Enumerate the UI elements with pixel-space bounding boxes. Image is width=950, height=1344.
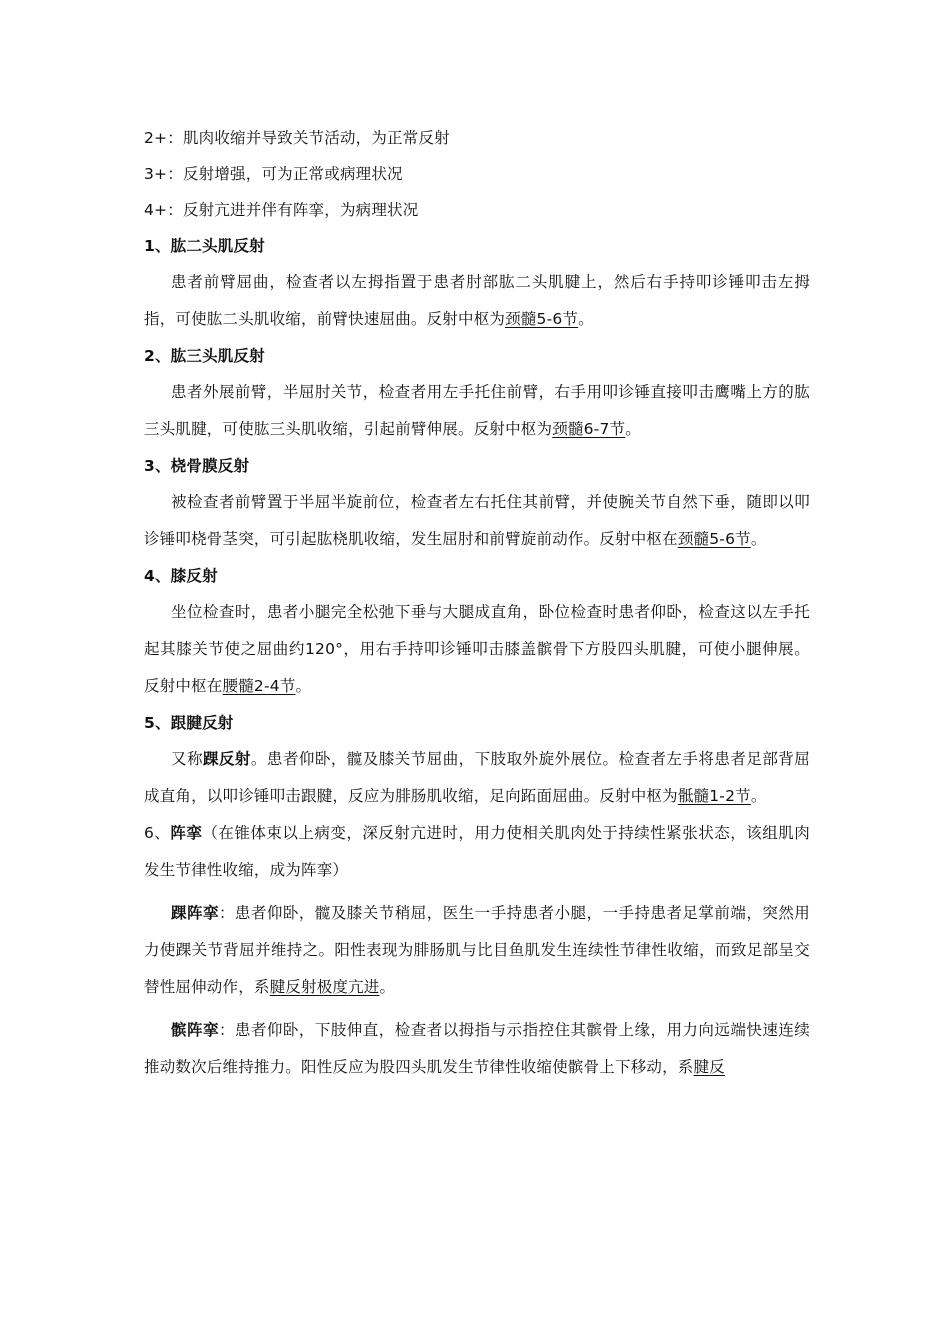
ankle-clonus-label: 踝阵挛: [171, 904, 219, 922]
clonus-title: 阵挛: [170, 824, 203, 842]
knee-reflex-end: 。: [295, 677, 312, 695]
biceps-reflex-paragraph: [144, 264, 810, 338]
grade-4-line: 4+：反射亢进并伴有阵挛，为病理状况: [144, 201, 419, 219]
knee-reflex-paragraph: [144, 594, 810, 705]
ankle-clonus-paragraph: [144, 895, 810, 1006]
patellar-clonus-text: ：患者仰卧，下肢伸直，检查者以拇指与示指控住其髌骨上缘，用力向远端快速连续推动数次后维持推力。阳性反应为股四头肌发生节律性收缩使髌骨上下移动，系: [144, 1021, 810, 1076]
triceps-reflex-end: 。: [625, 420, 641, 438]
radial-periosteal-reflex-paragraph: [144, 484, 810, 558]
knee-reflex-text: 坐位检查时，患者小腿完全松弛下垂与大腿成直角，卧位检查时患者仰卧，检查这以左手托起其膝关节使之屈曲约120°，用右手持叩诊锤叩击膝盖髌骨下方股四头肌腱，可使小腿伸展。反射中枢在: [144, 603, 810, 695]
biceps-reflex-end: 。: [578, 310, 594, 328]
knee-reflex-heading: 4、膝反射: [144, 567, 218, 585]
radial-periosteal-reflex-text: 被检查者前臂置于半屈半旋前位，检查者左右托住其前臂，并使腕关节自然下垂，随即以叩诊锤叩桡骨茎突，可引起肱桡肌收缩，发生屈肘和前臂旋前动作。反射中枢在: [144, 493, 810, 548]
ankle-clonus-link: 腱反射极度亢进: [269, 978, 380, 996]
triceps-reflex-text: 患者外展前臂，半屈肘关节，检查者用左手托住前臂，右手用叩诊锤直接叩击鹰嘴上方的肱三头肌腱，可使肱三头肌收缩，引起前臂伸展。反射中枢为: [144, 383, 810, 438]
triceps-reflex-center: 颈髓6-7节: [552, 420, 626, 438]
clonus-heading-paragraph: [144, 815, 810, 889]
radial-periosteal-reflex-center: 颈髓5-6节: [677, 530, 751, 548]
achilles-reflex-heading: 5、跟腱反射: [144, 714, 234, 732]
patellar-clonus-label: 髌阵挛: [171, 1021, 219, 1039]
grade-2-line: 2+：肌肉收缩并导致关节活动，为正常反射: [144, 129, 450, 147]
triceps-reflex-paragraph: [144, 374, 810, 448]
achilles-reflex-center: 骶髓1-2节: [677, 787, 751, 805]
radial-periosteal-reflex-heading: 3、桡骨膜反射: [144, 457, 250, 475]
ankle-clonus-end: 。: [379, 978, 396, 996]
achilles-reflex-text: 。患者仰卧，髋及膝关节屈曲，下肢取外旋外展位。检查者左手将患者足部背屈成直角，以叩诊锤叩击跟腱，反应为腓肠肌收缩，足向跖面屈曲。反射中枢为: [144, 750, 810, 805]
achilles-prefix: 又称: [171, 750, 203, 768]
patellar-clonus-link: 腱反: [693, 1058, 725, 1076]
clonus-number: 6、: [144, 824, 171, 842]
knee-reflex-center: 腰髓2-4节: [222, 677, 296, 695]
ankle-reflex-alias: 踝反射: [202, 750, 251, 768]
biceps-reflex-text: 患者前臂屈曲，检查者以左拇指置于患者肘部肱二头肌腱上，然后右手持叩诊锤叩击左拇指，可使肱二头肌收缩，前臂快速屈曲。反射中枢为: [144, 273, 810, 328]
triceps-reflex-heading: 2、肱三头肌反射: [144, 347, 265, 365]
clonus-definition: （在锥体束以上病变，深反射亢进时，用力使相关肌肉处于持续性紧张状态，该组肌肉发生节律性收缩，成为阵挛）: [144, 824, 810, 879]
document-page: [144, 120, 810, 1086]
radial-periosteal-reflex-end: 。: [750, 530, 767, 548]
biceps-reflex-heading: 1、肱二头肌反射: [144, 237, 265, 255]
achilles-reflex-end: 。: [750, 787, 767, 805]
patellar-clonus-paragraph: [144, 1012, 810, 1086]
ankle-clonus-text: ：患者仰卧，髋及膝关节稍屈，医生一手持患者小腿，一手持患者足掌前端，突然用力使踝关节背屈并维持之。阳性表现为腓肠肌与比目鱼肌发生连续性节律性收缩，而致足部呈交替性屈伸动作，系: [144, 904, 810, 996]
achilles-reflex-paragraph: [144, 741, 810, 815]
grade-3-line: 3+：反射增强，可为正常或病理状况: [144, 165, 403, 183]
biceps-reflex-center: 颈髓5-6节: [505, 310, 579, 328]
